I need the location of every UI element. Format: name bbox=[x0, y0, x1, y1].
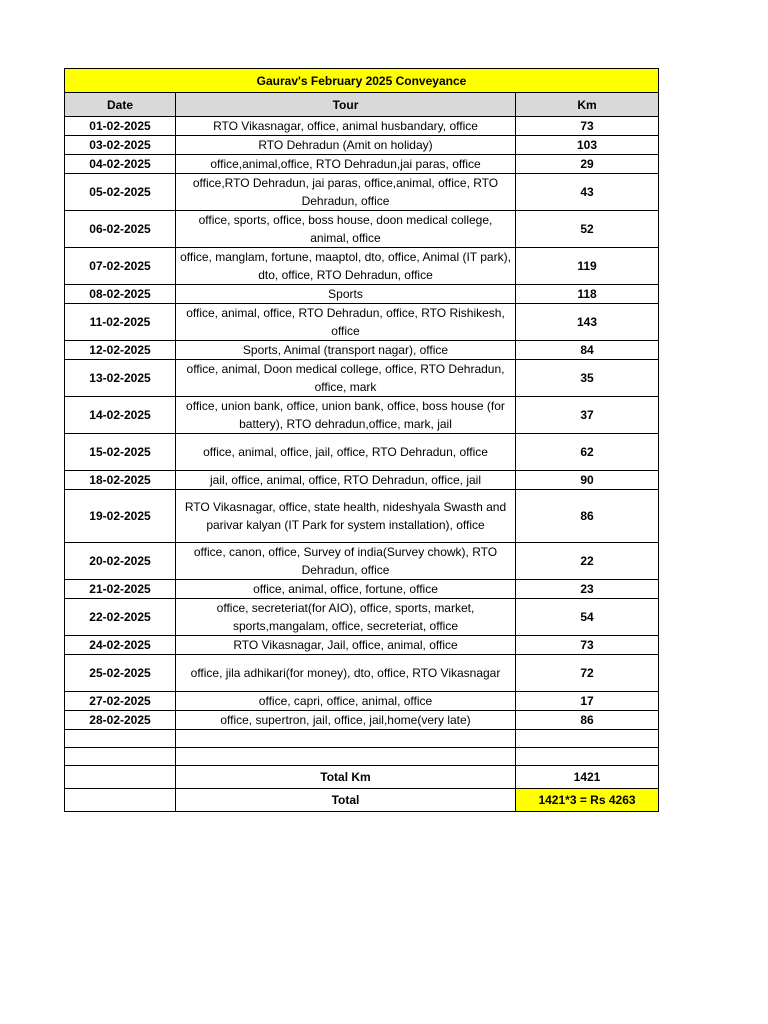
total-amount-row bbox=[65, 789, 659, 812]
km-column-header: Km bbox=[516, 93, 659, 117]
date-cell: 24-02-2025 bbox=[65, 636, 176, 655]
table-row bbox=[65, 397, 659, 434]
tour-cell: Sports, Animal (transport nagar), office bbox=[176, 341, 516, 360]
km-cell: 118 bbox=[516, 285, 659, 304]
table-row bbox=[65, 304, 659, 341]
tour-cell: office, animal, office, RTO Dehradun, office, RTO Rishikesh, office bbox=[176, 304, 516, 341]
table-row bbox=[65, 285, 659, 304]
tour-cell: office, secreteriat(for AIO), office, sports, market, sports,mangalam, office, secreteriat, office bbox=[176, 599, 516, 636]
table-row bbox=[65, 580, 659, 599]
tour-cell: office,animal,office, RTO Dehradun,jai paras, office bbox=[176, 155, 516, 174]
date-cell: 27-02-2025 bbox=[65, 692, 176, 711]
empty-row bbox=[65, 730, 659, 748]
tour-cell: office, animal, office, jail, office, RTO Dehradun, office bbox=[176, 434, 516, 471]
total-km-value: 1421 bbox=[516, 766, 659, 789]
empty-cell bbox=[65, 748, 176, 766]
table-row bbox=[65, 211, 659, 248]
empty-cell bbox=[176, 730, 516, 748]
table-row bbox=[65, 360, 659, 397]
date-cell: 19-02-2025 bbox=[65, 490, 176, 543]
date-cell: 12-02-2025 bbox=[65, 341, 176, 360]
table-row bbox=[65, 248, 659, 285]
km-cell: 52 bbox=[516, 211, 659, 248]
tour-cell: RTO Dehradun (Amit on holiday) bbox=[176, 136, 516, 155]
tour-cell: RTO Vikasnagar, office, animal husbandary, office bbox=[176, 117, 516, 136]
date-cell: 01-02-2025 bbox=[65, 117, 176, 136]
km-cell: 86 bbox=[516, 490, 659, 543]
km-cell: 73 bbox=[516, 636, 659, 655]
date-cell: 18-02-2025 bbox=[65, 471, 176, 490]
table-row bbox=[65, 434, 659, 471]
total-label: Total bbox=[176, 789, 516, 812]
date-cell: 05-02-2025 bbox=[65, 174, 176, 211]
tour-column-header: Tour bbox=[176, 93, 516, 117]
total-amount-value: 1421*3 = Rs 4263 bbox=[516, 789, 659, 812]
tour-cell: office, union bank, office, union bank, office, boss house (for battery), RTO dehradun,office, mark, jail bbox=[176, 397, 516, 434]
tour-cell: office,RTO Dehradun, jai paras, office,animal, office, RTO Dehradun, office bbox=[176, 174, 516, 211]
date-cell: 08-02-2025 bbox=[65, 285, 176, 304]
date-cell: 07-02-2025 bbox=[65, 248, 176, 285]
conveyance-table bbox=[64, 68, 659, 812]
total-km-row bbox=[65, 766, 659, 789]
tour-cell: RTO Vikasnagar, office, state health, nideshyala Swasth and parivar kalyan (IT Park for system installation), office bbox=[176, 490, 516, 543]
km-cell: 84 bbox=[516, 341, 659, 360]
sheet-title: Gaurav's February 2025 Conveyance bbox=[65, 69, 659, 93]
date-cell: 15-02-2025 bbox=[65, 434, 176, 471]
km-cell: 73 bbox=[516, 117, 659, 136]
table-row bbox=[65, 117, 659, 136]
tour-cell: jail, office, animal, office, RTO Dehradun, office, jail bbox=[176, 471, 516, 490]
total-km-label: Total Km bbox=[176, 766, 516, 789]
table-row bbox=[65, 636, 659, 655]
km-cell: 23 bbox=[516, 580, 659, 599]
date-cell: 21-02-2025 bbox=[65, 580, 176, 599]
tour-cell: office, animal, office, fortune, office bbox=[176, 580, 516, 599]
table-row bbox=[65, 136, 659, 155]
table-row bbox=[65, 711, 659, 730]
title-row bbox=[65, 69, 659, 93]
empty-cell bbox=[65, 730, 176, 748]
date-cell: 06-02-2025 bbox=[65, 211, 176, 248]
table-row bbox=[65, 543, 659, 580]
empty-cell bbox=[65, 789, 176, 812]
tour-cell: office, jila adhikari(for money), dto, office, RTO Vikasnagar bbox=[176, 655, 516, 692]
tour-cell: Sports bbox=[176, 285, 516, 304]
date-cell: 11-02-2025 bbox=[65, 304, 176, 341]
tour-cell: office, canon, office, Survey of india(Survey chowk), RTO Dehradun, office bbox=[176, 543, 516, 580]
km-cell: 143 bbox=[516, 304, 659, 341]
date-cell: 14-02-2025 bbox=[65, 397, 176, 434]
tour-cell: RTO Vikasnagar, Jail, office, animal, office bbox=[176, 636, 516, 655]
km-cell: 119 bbox=[516, 248, 659, 285]
km-cell: 54 bbox=[516, 599, 659, 636]
empty-row bbox=[65, 748, 659, 766]
date-cell: 13-02-2025 bbox=[65, 360, 176, 397]
table-row bbox=[65, 599, 659, 636]
date-cell: 04-02-2025 bbox=[65, 155, 176, 174]
table-row bbox=[65, 341, 659, 360]
tour-cell: office, manglam, fortune, maaptol, dto, office, Animal (IT park), dto, office, RTO Dehradun, office bbox=[176, 248, 516, 285]
table-row bbox=[65, 471, 659, 490]
table-row bbox=[65, 174, 659, 211]
empty-cell bbox=[176, 748, 516, 766]
table-row bbox=[65, 155, 659, 174]
date-cell: 22-02-2025 bbox=[65, 599, 176, 636]
km-cell: 90 bbox=[516, 471, 659, 490]
km-cell: 72 bbox=[516, 655, 659, 692]
tour-cell: office, capri, office, animal, office bbox=[176, 692, 516, 711]
km-cell: 17 bbox=[516, 692, 659, 711]
date-cell: 20-02-2025 bbox=[65, 543, 176, 580]
km-cell: 62 bbox=[516, 434, 659, 471]
km-cell: 103 bbox=[516, 136, 659, 155]
km-cell: 29 bbox=[516, 155, 659, 174]
km-cell: 22 bbox=[516, 543, 659, 580]
km-cell: 43 bbox=[516, 174, 659, 211]
table-row bbox=[65, 490, 659, 543]
tour-cell: office, animal, Doon medical college, office, RTO Dehradun, office, mark bbox=[176, 360, 516, 397]
empty-cell bbox=[516, 748, 659, 766]
table-row bbox=[65, 655, 659, 692]
header-row bbox=[65, 93, 659, 117]
km-cell: 35 bbox=[516, 360, 659, 397]
date-cell: 03-02-2025 bbox=[65, 136, 176, 155]
table-row bbox=[65, 692, 659, 711]
empty-cell bbox=[516, 730, 659, 748]
date-column-header: Date bbox=[65, 93, 176, 117]
date-cell: 25-02-2025 bbox=[65, 655, 176, 692]
tour-cell: office, sports, office, boss house, doon medical college, animal, office bbox=[176, 211, 516, 248]
date-cell: 28-02-2025 bbox=[65, 711, 176, 730]
tour-cell: office, supertron, jail, office, jail,home(very late) bbox=[176, 711, 516, 730]
km-cell: 37 bbox=[516, 397, 659, 434]
empty-cell bbox=[65, 766, 176, 789]
km-cell: 86 bbox=[516, 711, 659, 730]
